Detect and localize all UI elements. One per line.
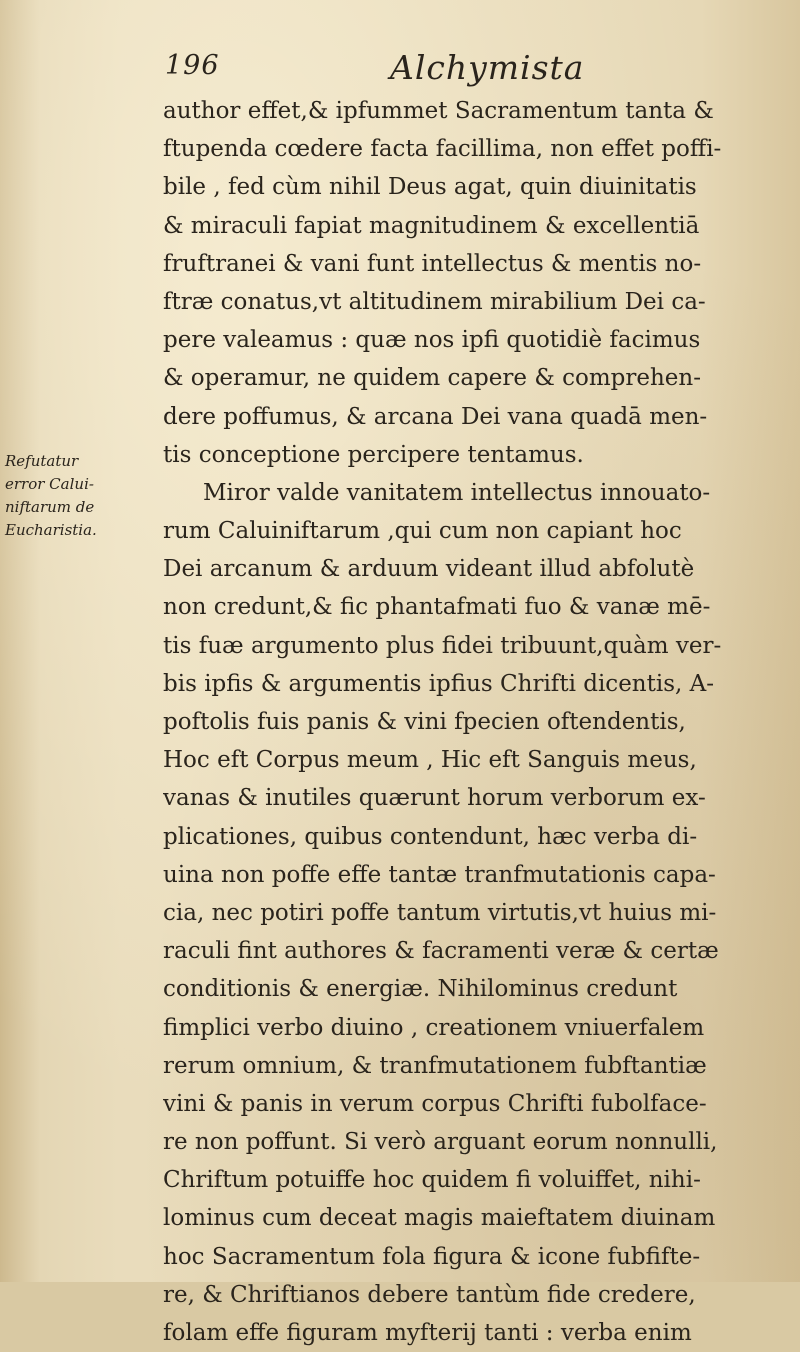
text-line: bile , fed cùm nihil Deus agat, quin diuinitatis <box>163 174 697 201</box>
margin-note <box>5 450 155 542</box>
text-line: tis conceptione percipere tentamus. <box>163 441 584 468</box>
margin-note-line: error Calui- <box>5 475 94 493</box>
text-line: plicationes, quibus contendunt, hæc verba di- <box>163 823 698 850</box>
text-line: re non poffunt. Si verò arguant eorum nonnulli, <box>163 1129 718 1156</box>
page-number: 196 <box>165 50 220 81</box>
body-text <box>163 92 763 1352</box>
text-line: dere poffumus, & arcana Dei vana quadā men- <box>163 403 708 430</box>
text-line: non credunt,& fic phantafmati fuo & vanæ mē- <box>163 594 711 621</box>
text-line: vanas & inutiles quærunt horum verborum ex- <box>163 785 706 812</box>
text-line: ftupenda cœdere facta facillima, non effet poffi- <box>163 136 722 163</box>
text-line: hoc Sacramentum fola figura & icone fubfifte- <box>163 1243 701 1270</box>
margin-note-line: Refutatur <box>5 452 79 470</box>
text-line: Chriftum potuiffe hoc quidem fi voluiffet, nihi- <box>163 1167 701 1194</box>
text-line: fruftranei & vani funt intellectus & mentis no- <box>163 250 702 277</box>
page-header <box>0 48 800 98</box>
text-line: bis ipfis & argumentis ipfius Chrifti dicentis, A- <box>163 670 715 697</box>
text-line: re, & Chriftianos debere tantùm fide credere, <box>163 1281 696 1308</box>
text-line: vini & panis in verum corpus Chrifti fubolface- <box>163 1090 707 1117</box>
text-line: rerum omnium, & tranfmutationem fubftantiæ <box>163 1052 707 1079</box>
text-line: rum Caluiniftarum ,qui cum non capiant hoc <box>163 518 682 545</box>
margin-note-line: niftarum de <box>5 498 95 516</box>
margin-note-line: Eucharistia. <box>5 521 97 539</box>
text-line: Dei arcanum & arduum videant illud abfolutè <box>163 556 695 583</box>
text-line: author effet,& ipfummet Sacramentum tanta & <box>163 98 714 124</box>
text-line: Hoc eft Corpus meum , Hic eft Sanguis meus, <box>163 747 697 774</box>
text-line: poftolis fuis panis & vini fpecien oftendentis, <box>163 709 686 735</box>
text-line: conditionis & energiæ. Nihilominus credunt <box>163 976 678 1003</box>
text-line: uina non poffe effe tantæ tranfmutationis capa- <box>163 861 716 888</box>
text-line: fimplici verbo diuino , creationem vniuerfalem <box>163 1014 705 1041</box>
text-line: ftræ conatus,vt altitudinem mirabilium Dei ca- <box>163 288 706 315</box>
text-line: & miraculi fapiat magnitudinem & excellentiā <box>163 212 700 239</box>
text-line: folam effe figuram myfterij tanti : verba enim <box>163 1320 692 1346</box>
text-line: raculi fint authores & facramenti veræ & certæ <box>163 938 719 965</box>
paragraph-start-line: Miror valde vanitatem intellectus innouato- <box>203 479 711 506</box>
text-line: lominus cum deceat magis maieftatem diuinam <box>163 1205 716 1232</box>
text-line: cia, nec potiri poffe tantum virtutis,vt huius mi- <box>163 899 717 926</box>
text-line: tis fuæ argumento plus fidei tribuunt,quàm ver- <box>163 632 722 659</box>
text-line: pere valeamus : quæ nos ipfi quotidiè facimus <box>163 327 701 354</box>
text-line: & operamur, ne quidem capere & comprehen- <box>163 365 701 392</box>
running-title: Alchymista <box>390 48 585 87</box>
